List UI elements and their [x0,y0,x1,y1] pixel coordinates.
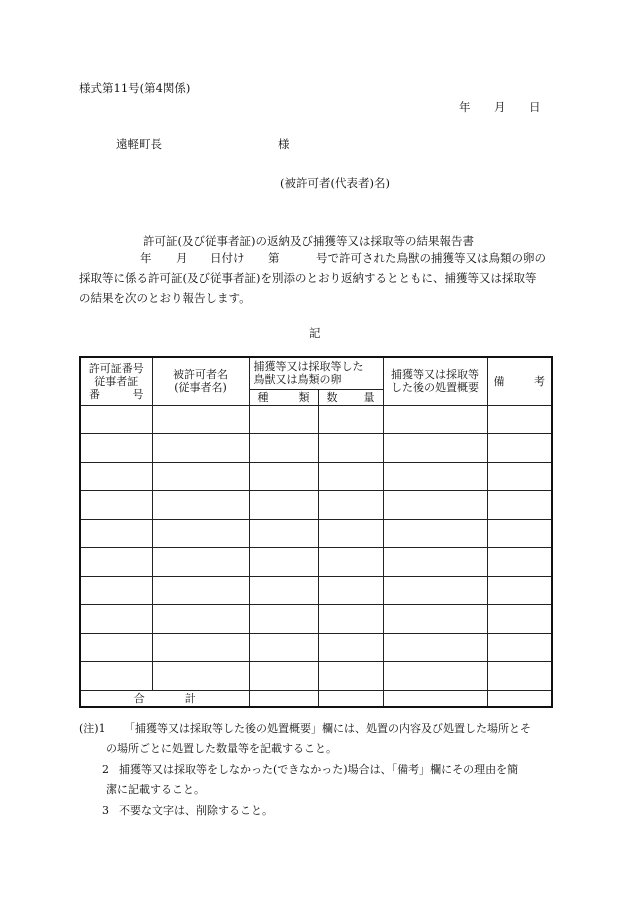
total-label-b: 計 [184,691,196,705]
table-row [80,576,552,605]
header-remarks-a: 備 [493,374,505,388]
ki-heading: 記 [309,326,321,340]
note-3-line1: 不要な文字は、削除すること。 [119,804,273,817]
table-row [80,633,552,662]
date-day: 日 [529,100,541,114]
header-permit-ban: 番 [89,387,100,401]
header-permittee [152,357,249,405]
header-quantity [318,389,383,405]
table-row [80,519,552,548]
report-table [79,356,553,708]
table-row [80,605,552,634]
note-2-line1: 捕獲等又は採取等をしなかった(できなかった)場合は、「備考」欄にその理由を簡 [119,763,519,776]
header-type-b: 類 [298,390,310,404]
total-row [80,690,552,707]
header-type-a: 種 [257,390,269,404]
body-year: 年 [140,251,152,265]
addressee-name: 遠軽町長 [116,137,162,151]
note-3-num: 3 [102,804,109,817]
sender-label: (被許可者(代表者)名) [280,176,390,190]
header-capture-line2: 鳥獣又は鳥類の卵 [253,373,342,387]
addressee-honorific: 様 [278,137,290,151]
table-row [80,405,552,434]
note-1-line2: の場所ごとに処置した数量等を記載すること。 [106,742,337,755]
total-label [80,690,249,707]
header-quantity-b: 量 [363,390,375,404]
note-2-num: 2 [102,763,109,776]
body-line1-rest: 号で許可された鳥獣の捕獲等又は鳥類の卵の [316,251,546,265]
header-remarks [487,357,552,405]
date-month: 月 [494,100,506,114]
table-row [80,434,552,463]
body-date-ref: 日付け [210,251,245,265]
header-capture-line1: 捕獲等又は採取等した [253,360,364,374]
form-number: 様式第11号(第4関係) [79,81,191,95]
header-permit-number [80,357,152,405]
note-1-prefix: (注)1 [79,722,106,735]
header-permit-go: 号 [132,387,144,401]
header-disposal [383,357,487,405]
header-permittee-line2: (従事者名) [174,381,227,395]
document-title: 許可証(及び従事者証)の返納及び捕獲等又は採取等の結果報告書 [143,234,474,248]
body-line2: 採取等に係る許可証(及び従事者証)を別添のとおり返納するとともに、捕獲等又は採取等 [79,271,537,285]
table-row [80,462,552,491]
note-1-line1: 「捕獲等又は採取等した後の処置概要」欄には、処置の内容及び処置した場所とそ [124,722,531,735]
header-disposal-line2: した後の処置概要 [391,381,479,395]
header-capture [249,357,383,389]
table-row [80,491,552,520]
header-quantity-a: 数 [326,390,338,404]
table-row [80,548,552,577]
note-2-line2: 潔に記載すること。 [106,783,205,796]
table-row [80,662,552,691]
body-month: 月 [176,251,188,265]
header-permittee-line1: 被許可者名 [173,368,228,382]
body-line3: の結果を次のとおり報告します。 [79,291,251,305]
body-dai: 第 [268,251,280,265]
total-label-a: 合 [133,691,145,705]
header-remarks-b: 考 [534,374,545,388]
header-disposal-line1: 捕獲等又は採取等 [391,368,479,382]
date-year: 年 [459,100,471,114]
header-permit-line2: 従事者証 [94,374,139,388]
header-permit-line1: 許可証番号 [88,361,144,375]
header-type [249,389,318,405]
